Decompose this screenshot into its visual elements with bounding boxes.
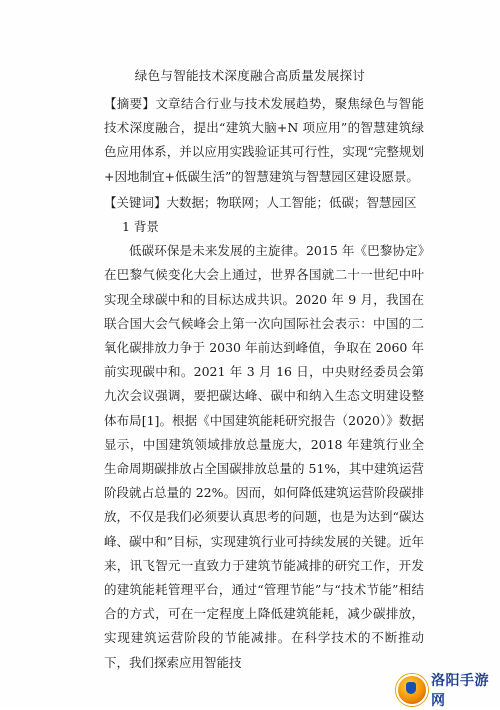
document-title: 绿色与智能技术深度融合高质量发展探讨: [134, 68, 366, 83]
body-paragraph: 低碳环保是未来发展的主旋律。2015 年《巴黎协定》在巴黎气候变化大会上通过，世界各国就二十一世纪中叶实现全球碳中和的目标达成共识。2020 年 9 月，我国在联合国大会气候峰会上第一次向国际社会表示：中国的二氧化碳排放力争于 2030 年前达到峰值，争取在 2060 年前实现碳中和。2021 年 3 月 16 日，中央财经委员会第九次会议强调，要把碳达峰、碳中和纳入生态文明建设整体布局[1]。根据《中国建筑能耗研究报告（2020）》数据显示，中国建筑领域排放总量庞大，2018 年建筑行业全生命周期碳排放占全国碳排放总量的 51%，其中建筑运营阶段就占总量的 22%。因而，如何降低建筑运营阶段碳排放，不仅是我们必须要认真思考的问题，也是为达到“碳达峰、碳中和”目标，实现建筑行业可持续发展的关键。近年来，讯飞智元一直致力于建筑节能减排的研究工作，开发的建筑能耗管理平台，通过“管理节能”与“技术节能”相结合的方式，可在一定程度上降低建筑能耗，减少碳排放，实现建筑运营阶段的节能减排。在科学技术的不断推动下，我们探索应用智能技: [104, 243, 424, 670]
section-heading: 1 背景: [122, 219, 159, 235]
abstract-label: 【摘要】: [104, 96, 156, 111]
document-body: [104, 92, 424, 675]
watermark-text: 洛阳手游网: [431, 673, 489, 709]
keywords-paragraph: [104, 191, 424, 215]
site-watermark: [396, 673, 494, 709]
watermark-logo-icon: [396, 674, 428, 706]
keywords-label: 【关键词】: [104, 194, 167, 210]
abstract-paragraph: [104, 92, 424, 189]
keywords-text: 大数据；物联网；人工智能；低碳；智慧园区: [166, 194, 417, 210]
abstract-text: 文章结合行业与技术发展趋势，聚焦绿色与智能技术深度融合，提出“建筑大脑+N 项应用”的智慧建筑绿色应用体系，并以应用实践验证其可行性，实现“完整规划+因地制宜+低碳生活”的智慧建筑与智慧园区建设愿景。: [104, 96, 424, 184]
